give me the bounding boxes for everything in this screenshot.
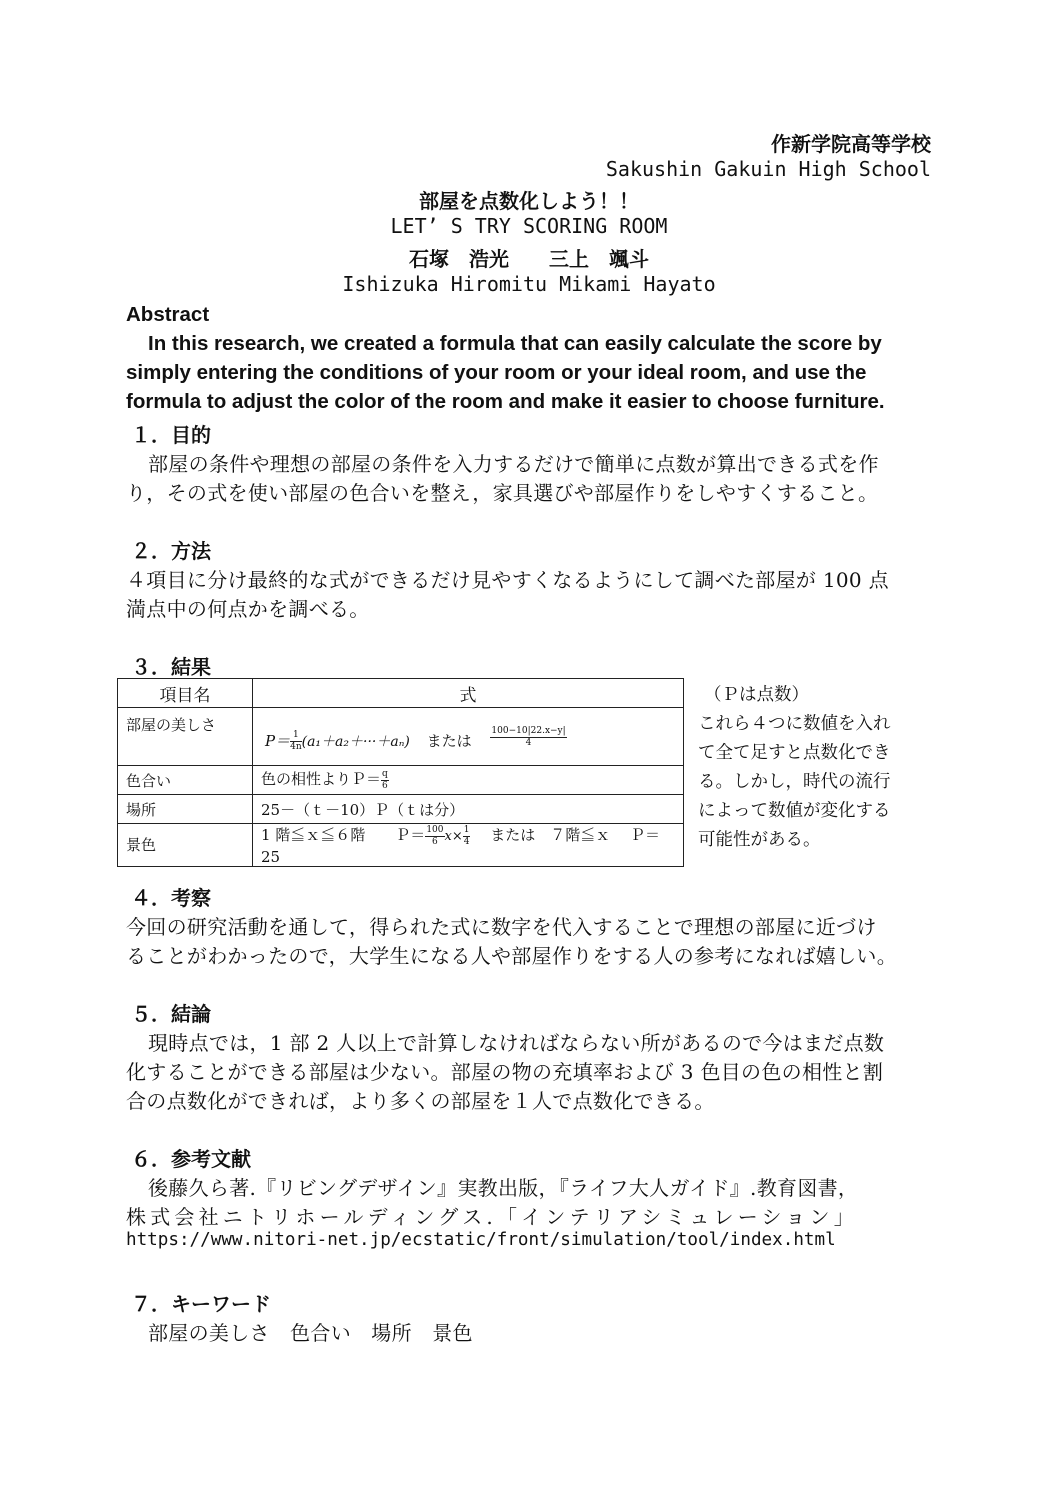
row-name: 場所	[118, 795, 253, 824]
reference-line: 株式会社ニトリホールディングス.「インテリアシミュレーション」	[126, 1205, 858, 1229]
school-name-en: Sakushin Gakuin High School	[605, 157, 931, 181]
fraction-denominator: 4n	[290, 742, 302, 753]
row-name: 部屋の美しさ	[118, 708, 253, 766]
title-en: LET’ S TRY SCORING ROOM	[390, 214, 668, 238]
results-table	[117, 678, 684, 867]
side-note-line: 可能性がある。	[698, 830, 821, 850]
row-formula	[253, 766, 684, 795]
table-row	[118, 795, 684, 824]
table-header-row	[118, 679, 684, 708]
side-note-line: （Ｐは点数）	[704, 685, 809, 705]
abstract-line: In this research, we created a formula that can easily calculate the score by	[148, 332, 882, 355]
body-line: 部屋の条件や理想の部屋の条件を入力するだけで簡単に点数が算出できる式を作	[148, 452, 879, 476]
fraction-numerator: 100	[426, 824, 444, 835]
table-row	[118, 708, 684, 766]
formula-or: または	[426, 731, 472, 750]
side-note-line: によって数値が変化する	[698, 801, 891, 821]
fraction-numerator: q	[382, 768, 388, 779]
body-line: 満点中の何点かを調べる。	[126, 597, 370, 621]
table-row	[118, 766, 684, 795]
formula-text: 色の相性よりＰ＝	[261, 770, 382, 789]
section-heading: ３．結果	[131, 655, 211, 679]
fraction-denominator: 4	[463, 836, 470, 847]
row-formula: 25－（ｔ－10）Ｐ（ｔは分）	[253, 795, 684, 824]
body-line: ４項目に分け最終的な式ができるだけ見やすくなるようにして調べた部屋が 100 点	[126, 568, 889, 592]
body-line: り，その式を使い部屋の色合いを整え，家具選びや部屋作りをしやすくすること。	[126, 481, 879, 505]
fraction	[490, 726, 566, 749]
side-note-line: これら４つに数値を入れ	[698, 714, 891, 734]
body-line: 合の点数化ができれば，より多くの部屋を１人で点数化できる。	[126, 1089, 715, 1113]
abstract-label: Abstract	[126, 303, 210, 326]
col-header-formula: 式	[253, 679, 684, 708]
fraction-numerator: 100−10|22.x−y|	[491, 726, 566, 737]
fraction-denominator: 6	[382, 780, 388, 791]
section-heading: ７．キーワード	[131, 1292, 271, 1316]
formula-sum: (a₁＋a₂＋···＋aₙ)	[301, 733, 410, 750]
body-line: 今回の研究活動を通して，得られた式に数字を代入することで理想の部屋に近づけ	[126, 915, 877, 939]
row-formula	[253, 708, 684, 766]
side-note-line: る。しかし，時代の流行	[698, 772, 891, 792]
title-jp: 部屋を点数化しよう！！	[419, 189, 639, 213]
formula-part: 1 階≦ｘ≦６階 Ｐ＝	[261, 826, 426, 844]
fraction-denominator: 4	[525, 738, 532, 749]
authors-jp: 石塚 浩光 三上 颯斗	[409, 247, 649, 271]
body-line: 化することができる部屋は少ない。部屋の物の充填率および 3 色目の色の相性と割	[126, 1060, 884, 1084]
fraction-numerator: 1	[290, 730, 302, 742]
body-line: ることがわかったので，大学生になる人や部屋作りをする人の参考になれば嬉しい。	[126, 944, 897, 968]
formula-mid: x×	[444, 829, 463, 844]
row-name: 色合い	[118, 766, 253, 795]
section-heading: ２．方法	[131, 539, 211, 563]
section-heading: ５．結論	[131, 1002, 211, 1026]
keywords: 部屋の美しさ 色合い 場所 景色	[148, 1321, 473, 1345]
reference-url[interactable]: https://www.nitori-net.jp/ecstatic/front/simulation/tool/index.html	[126, 1230, 836, 1250]
abstract-line: simply entering the conditions of your room or your ideal room, and use the	[126, 361, 867, 384]
fraction	[381, 769, 389, 792]
reference-line: 後藤久ら著.『リビングデザイン』実教出版，『ライフ大人ガイド』.教育図書，	[148, 1176, 859, 1200]
section-heading: ４．考察	[131, 886, 211, 910]
authors-en: Ishizuka Hiromitu Mikami Hayato	[342, 272, 716, 296]
fraction-denominator: 6	[432, 836, 438, 847]
formula-prefix: P＝	[265, 731, 291, 750]
fraction	[425, 825, 444, 848]
row-formula	[253, 824, 684, 867]
section-heading: ６．参考文献	[131, 1147, 251, 1171]
row-name: 景色	[118, 824, 253, 867]
fraction-numerator: 1	[463, 824, 470, 835]
abstract-line: formula to adjust the color of the room and make it easier to choose furniture.	[126, 390, 885, 413]
school-name-jp: 作新学院高等学校	[771, 132, 931, 156]
body-line: 現時点では，1 部 2 人以上で計算しなければならない所があるので今はまだ点数	[148, 1031, 885, 1055]
fraction	[290, 730, 302, 753]
section-heading: １．目的	[131, 423, 211, 447]
col-header-item: 項目名	[118, 679, 253, 708]
table-row	[118, 824, 684, 867]
formula-part: または ７階≦ｘ Ｐ＝25	[261, 826, 661, 866]
side-note-line: て全て足すと点数化でき	[698, 743, 891, 763]
